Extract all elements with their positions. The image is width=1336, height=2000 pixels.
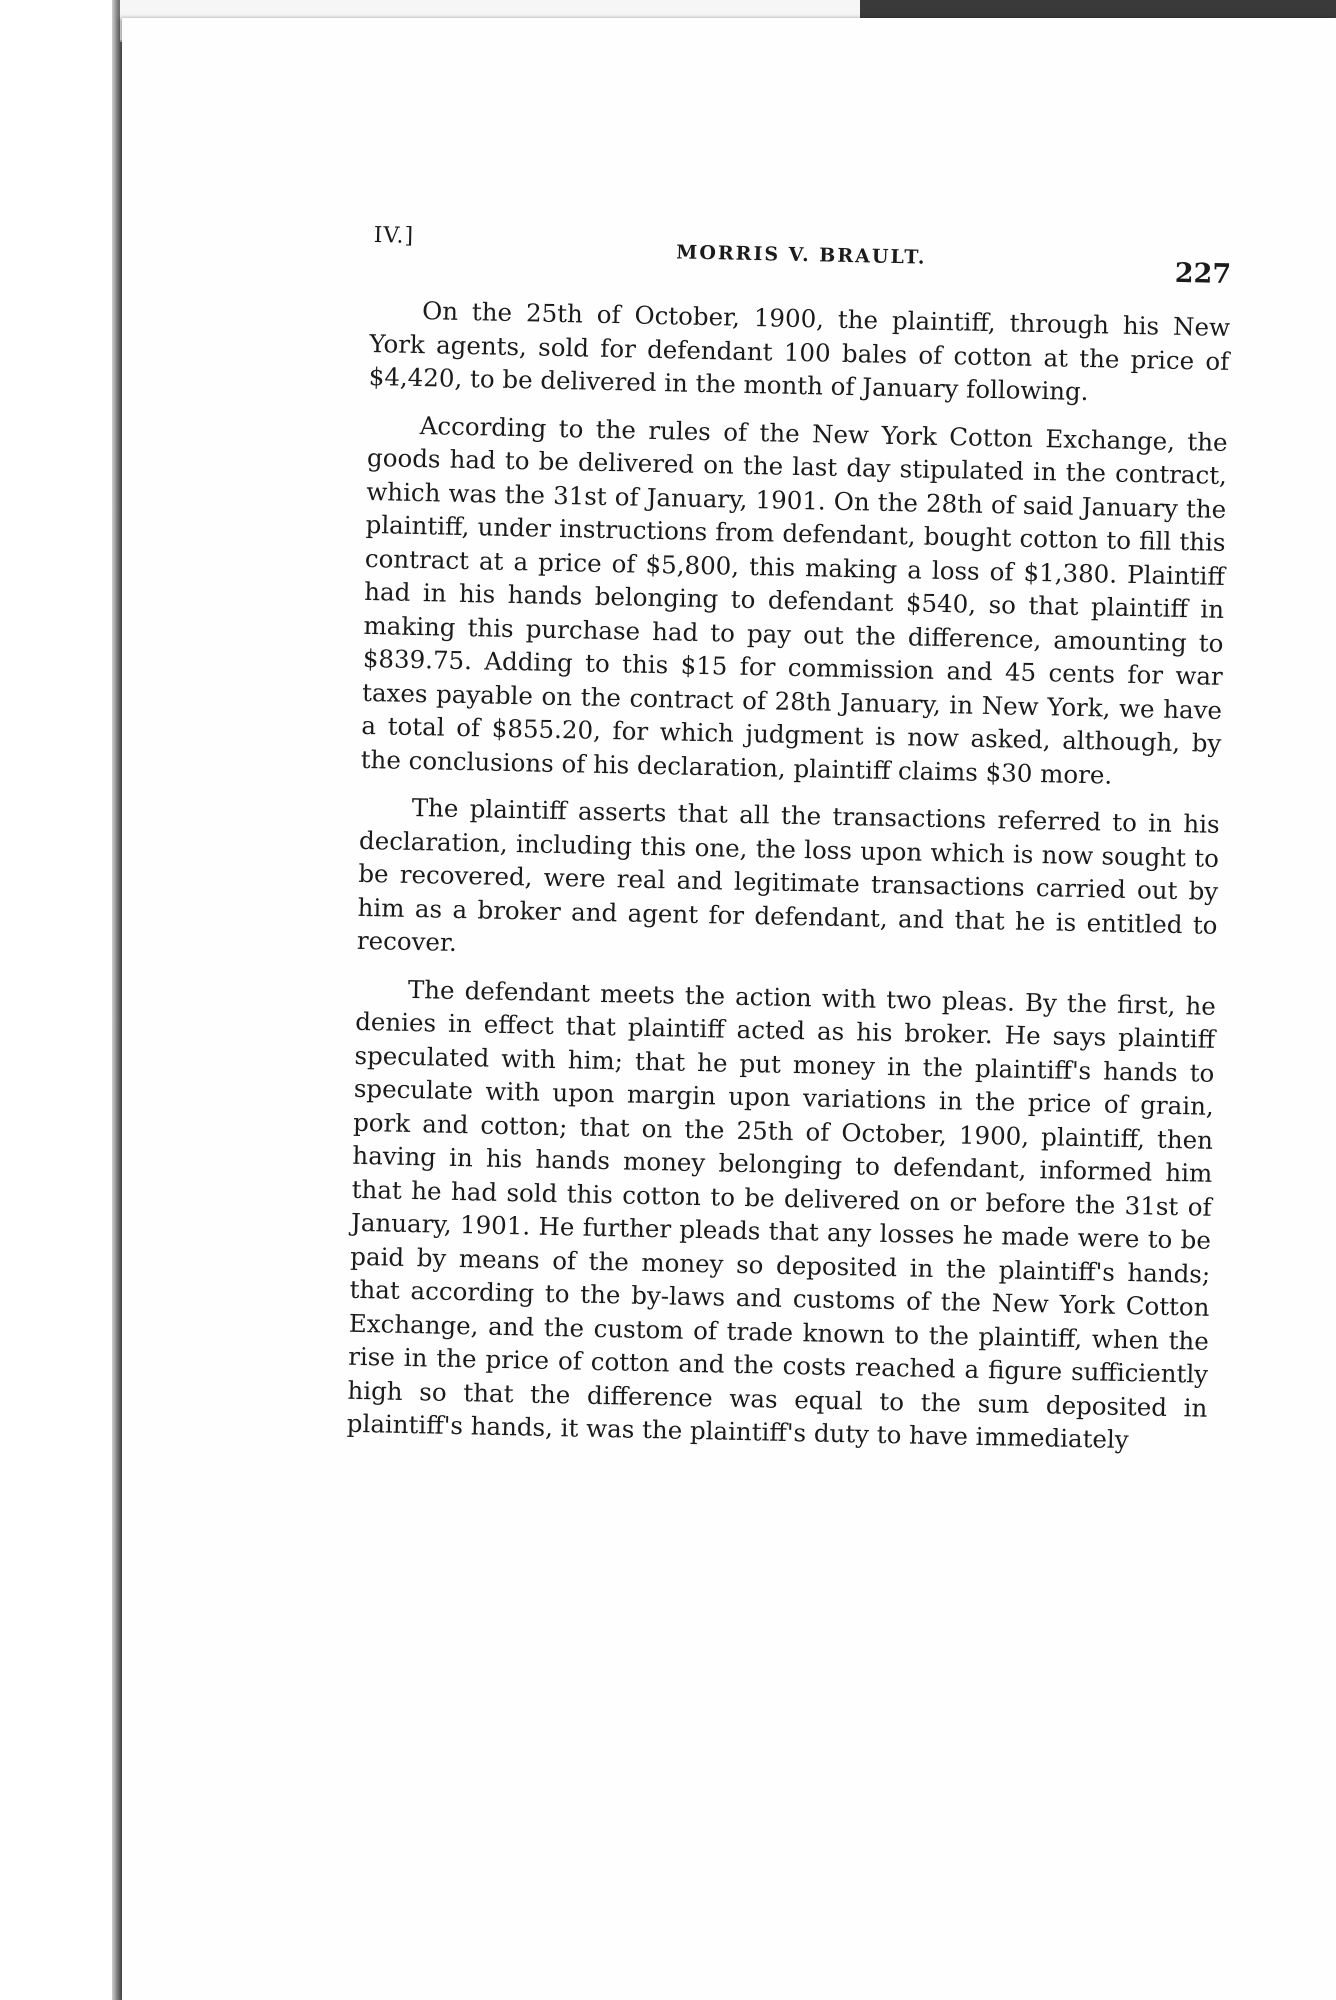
paragraph-2: According to the rules of the New York Cotton Exchange, the goods had to be delivered on the last day stipulated in the contract, which was the 31st of January, 1901. On the 28th of said January the plaintiff, under instructions from defendant, bought cotton to fill this contract at a price of $5,800, this making a loss of $1,380. Plaintiff had in his hands belonging to defendant $540, so that plaintiff in making this purchase had to pay out the difference, amounting to $839.75. Adding to this $15 for commission and 45 cents for war taxes payable on the contract of 28th January, in New York, we have a total of $855.20, for which judgment is now asked, although, by the conclusions of his declaration, plaintiff claims $30 more.: [360, 410, 1228, 790]
book-binding-margin: [0, 0, 120, 2000]
paragraph-1: On the 25th of October, 1900, the plaintiff, through his New York agents, sold for defendant 100 bales of cotton at the price of $4,420, to be delivered in the month of January following.: [368, 296, 1231, 407]
paragraph-3: The plaintiff asserts that all the transactions referred to in his declaration, including this one, the loss upon which is now sought to be recovered, were real and legitimate transactions carried out by him as a broker and agent for defendant, and that he is entitled to recover.: [356, 792, 1220, 957]
paragraph-4: The defendant meets the action with two pleas. By the first, he denies in effect that plaintiff acted as his broker. He says plaintiff speculated with him; that he put money in the plaintiff's hands to speculate with upon margin upon variations in the price of grain, pork and cotton; that on the 25th of October, 1900, plaintiff, then having in his hands money belonging to defendant, informed him that he had sold this cotton to be delivered on or before the 31st of January, 1901. He further pleads that any losses he made were to be paid by means of the money so deposited in the plaintiff's hands; that according to the by-laws and customs of the New York Cotton Exchange, and the custom of trade known to the plaintiff, when the rise in the price of cotton and the costs reached a figure sufficiently high so that the difference was equal to the sum deposited in plaintiff's hands, it was the plaintiff's duty to have immediately: [346, 974, 1217, 1455]
scanned-page: [122, 18, 1336, 2000]
page-number: 227: [1174, 257, 1232, 290]
case-title: MORRIS V. BRAULT.: [676, 241, 927, 269]
section-mark: IV.]: [373, 223, 415, 249]
page-content: [346, 223, 1232, 1472]
